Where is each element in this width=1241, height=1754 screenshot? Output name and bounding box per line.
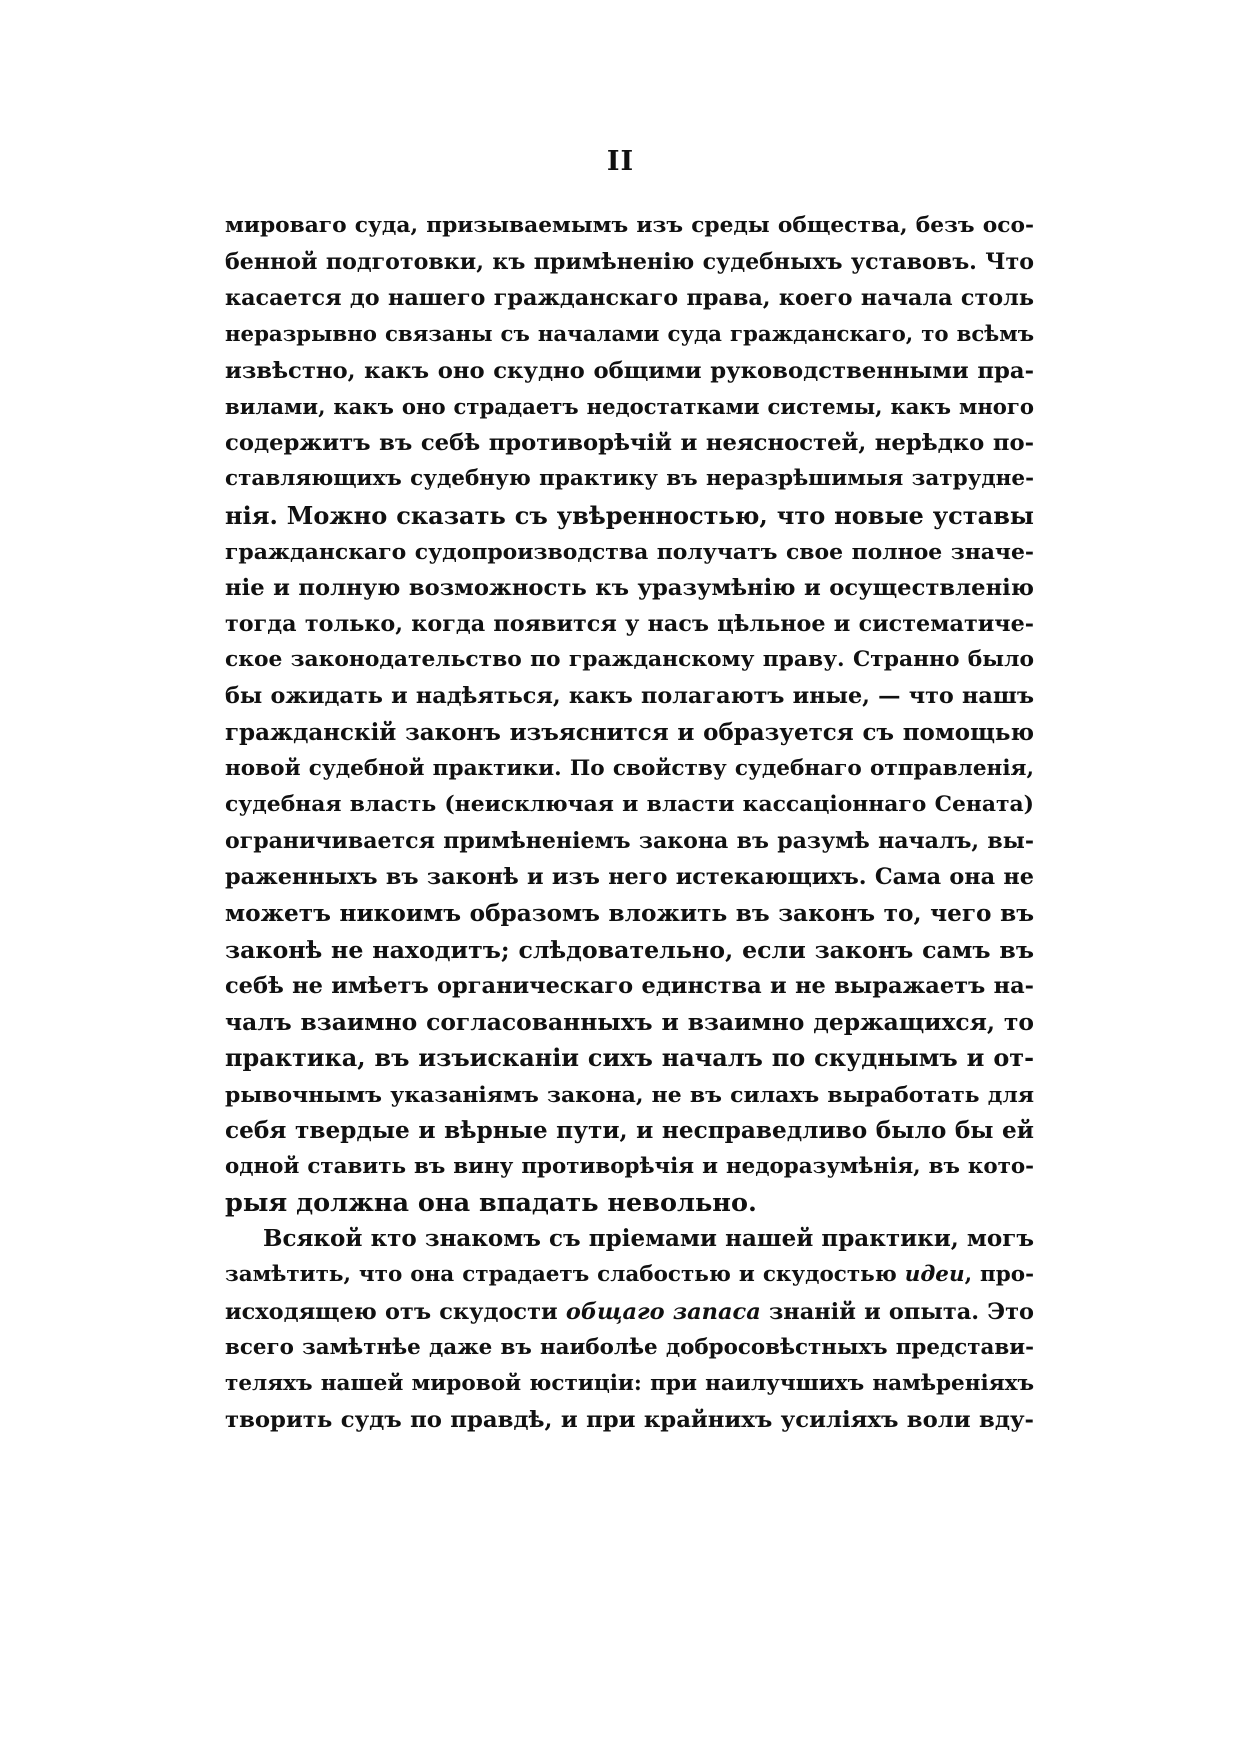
- text-line: гражданскаго судопроизводства получатъ свое полное значе-: [225, 538, 1034, 565]
- body-text: [225, 208, 1034, 1438]
- text-line: судебная власть (неисключая и власти кассаціоннаго Сената): [225, 792, 1034, 817]
- text-line: себя твердые и вѣрные пути, и несправедливо было бы ей: [225, 1116, 1034, 1144]
- text-run: замѣтить, что она страдаетъ слабостью и скудостью: [225, 1262, 905, 1288]
- text-line: бы ожидать и надѣяться, какъ полагаютъ иные, — что нашъ: [225, 683, 1034, 710]
- text-line: вилами, какъ оно страдаетъ недостатками системы, какъ много: [225, 393, 1034, 419]
- text-line: творить судъ по правдѣ, и при крайнихъ усиліяхъ воли вду-: [225, 1407, 1034, 1434]
- text-line: ніе и полную возможность къ уразумѣнію и осуществленію: [225, 574, 1034, 601]
- text-line: теляхъ нашей мировой юстиціи: при наилучшихъ намѣреніяхъ: [225, 1371, 1034, 1396]
- text-line: ставляющихъ судебную практику въ неразрѣшимыя затрудне-: [225, 466, 1034, 492]
- text-run: исходящею отъ скудости: [225, 1298, 566, 1325]
- paragraph-1: [225, 208, 1034, 1221]
- page-number: II: [606, 146, 635, 177]
- text-line: рывочнымъ указаніямъ закона, не въ силахъ выработать для: [225, 1081, 1034, 1108]
- text-line: [225, 1294, 1034, 1330]
- text-line: [225, 1257, 1034, 1293]
- text-line: себѣ не имѣетъ органическаго единства и не выражаетъ на-: [225, 972, 1034, 999]
- text-line: Всякой кто знакомъ съ пріемами нашей практики, могъ: [263, 1225, 1034, 1253]
- text-line: законѣ не находитъ; слѣдовательно, если законъ самъ въ: [225, 935, 1034, 964]
- text-line: неразрывно связаны съ началами суда гражданскаго, то всѣмъ: [225, 321, 1034, 347]
- text-line: практика, въ изъисканіи сихъ началъ по скуднымъ и от-: [225, 1044, 1034, 1073]
- text-line: нія. Можно сказать съ увѣренностью, что новые уставы: [225, 500, 1034, 530]
- text-line: содержитъ въ себѣ противорѣчій и неясностей, нерѣдко по-: [225, 430, 1034, 457]
- paragraph-2: [225, 1221, 1034, 1438]
- text-line: можетъ никоимъ образомъ вложить въ законъ то, чего въ: [225, 899, 1034, 927]
- text-line: новой судебной практики. По свойству судебнаго отправленія,: [225, 755, 1034, 781]
- text-line: касается до нашего гражданскаго права, коего начала столь: [225, 285, 1034, 312]
- italic-emphasis: идеи: [904, 1262, 965, 1288]
- text-line: гражданскій законъ изъяснится и образуется съ помощью: [225, 718, 1034, 746]
- text-line: ское законодательство по гражданскому праву. Странно было: [225, 647, 1034, 673]
- text-line: бенной подготовки, къ примѣненію судебныхъ уставовъ. Что: [225, 249, 1034, 276]
- text-line: мироваго суда, призываемымъ изъ среды общества, безъ осо-: [225, 213, 1034, 238]
- text-line: раженныхъ въ законѣ и изъ него истекающихъ. Сама она не: [225, 864, 1034, 891]
- text-line: рыя должна она впадать невольно.: [225, 1188, 757, 1219]
- text-run: , про-: [964, 1262, 1034, 1288]
- text-line: извѣстно, какъ оно скудно общими руководственными пра-: [225, 357, 1034, 384]
- text-line: чалъ взаимно согласованныхъ и взаимно держащихся, то: [225, 1008, 1034, 1037]
- text-line: всего замѣтнѣе даже въ наиболѣе добросовѣстныхъ представи-: [225, 1334, 1034, 1360]
- text-line: одной ставить въ вину противорѣчія и недоразумѣнія, въ кото-: [225, 1153, 1034, 1179]
- text-line: ограничивается примѣненіемъ закона въ разумѣ началъ, вы-: [225, 828, 1034, 855]
- italic-emphasis: общаго запаса: [565, 1298, 761, 1325]
- text-run: знаній и опыта. Это: [760, 1298, 1035, 1325]
- text-line: тогда только, когда появится у насъ цѣльное и систематиче-: [225, 611, 1034, 638]
